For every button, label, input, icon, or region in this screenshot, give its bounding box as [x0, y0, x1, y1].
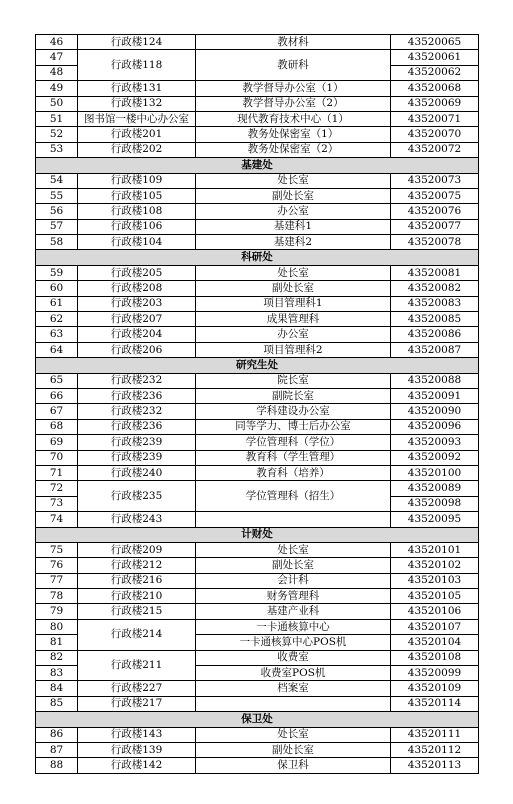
row-number-cell: 68 — [36, 419, 78, 434]
location-cell: 行政楼207 — [78, 312, 196, 327]
row-number-cell: 69 — [36, 435, 78, 450]
department-cell: 会计科 — [196, 573, 391, 588]
row-number-cell: 76 — [36, 558, 78, 573]
location-cell: 行政楼203 — [78, 296, 196, 311]
phone-number-cell: 43520096 — [391, 419, 479, 434]
row-number-cell: 57 — [36, 219, 78, 234]
table-row — [36, 127, 479, 142]
row-number-cell: 66 — [36, 388, 78, 403]
phone-number-cell: 43520070 — [391, 127, 479, 142]
location-cell: 行政楼206 — [78, 342, 196, 357]
table-row — [36, 465, 479, 480]
table-row — [36, 619, 479, 634]
phone-number-cell: 43520065 — [391, 35, 479, 50]
phone-number-cell: 43520087 — [391, 342, 479, 357]
phone-number-cell: 43520081 — [391, 265, 479, 280]
department-cell: 处长室 — [196, 727, 391, 742]
table-row — [36, 373, 479, 388]
phone-number-cell: 43520091 — [391, 388, 479, 403]
row-number-cell: 67 — [36, 404, 78, 419]
phone-number-cell: 43520107 — [391, 619, 479, 634]
section-title: 科研处 — [36, 250, 479, 265]
row-number-cell: 77 — [36, 573, 78, 588]
table-row — [36, 35, 479, 50]
table-row — [36, 558, 479, 573]
department-cell: 教务处保密室（1） — [196, 127, 391, 142]
row-number-cell: 60 — [36, 281, 78, 296]
department-cell: 基建科1 — [196, 219, 391, 234]
phone-number-cell: 43520069 — [391, 96, 479, 111]
table-row — [36, 650, 479, 665]
table-row — [36, 327, 479, 342]
phone-number-cell: 43520093 — [391, 435, 479, 450]
table-row — [36, 342, 479, 357]
row-number-cell: 51 — [36, 111, 78, 126]
table-row — [36, 419, 479, 434]
location-cell: 行政楼108 — [78, 204, 196, 219]
department-cell: 副处长室 — [196, 188, 391, 203]
department-cell: 保卫科 — [196, 758, 391, 773]
row-number-cell: 46 — [36, 35, 78, 50]
phone-number-cell: 43520104 — [391, 635, 479, 650]
row-number-cell: 78 — [36, 589, 78, 604]
section-title: 基建处 — [36, 158, 479, 173]
location-cell: 行政楼215 — [78, 604, 196, 619]
table-row — [36, 450, 479, 465]
section-title: 研究生处 — [36, 358, 479, 373]
table-row — [36, 742, 479, 757]
row-number-cell: 81 — [36, 635, 78, 650]
department-cell: 项目管理科1 — [196, 296, 391, 311]
location-cell: 图书馆一楼中心办公室 — [78, 111, 196, 126]
department-cell: 处长室 — [196, 542, 391, 557]
row-number-cell: 87 — [36, 742, 78, 757]
phone-number-cell: 43520071 — [391, 111, 479, 126]
department-cell: 副院长室 — [196, 388, 391, 403]
department-cell: 收费室 — [196, 650, 391, 665]
phone-number-cell: 43520078 — [391, 235, 479, 250]
phone-number-cell: 43520108 — [391, 650, 479, 665]
phone-number-cell: 43520090 — [391, 404, 479, 419]
department-cell — [196, 512, 391, 527]
row-number-cell: 86 — [36, 727, 78, 742]
row-number-cell: 52 — [36, 127, 78, 142]
location-cell: 行政楼236 — [78, 419, 196, 434]
location-cell: 行政楼202 — [78, 142, 196, 157]
phone-number-cell: 43520092 — [391, 450, 479, 465]
department-cell: 教学督导办公室（1） — [196, 81, 391, 96]
section-header-row — [36, 358, 479, 373]
location-cell: 行政楼205 — [78, 265, 196, 280]
phone-number-cell: 43520102 — [391, 558, 479, 573]
location-cell: 行政楼239 — [78, 450, 196, 465]
department-cell: 基建产业科 — [196, 604, 391, 619]
phone-number-cell: 43520061 — [391, 50, 479, 65]
location-cell: 行政楼236 — [78, 388, 196, 403]
row-number-cell: 83 — [36, 666, 78, 681]
row-number-cell: 58 — [36, 235, 78, 250]
department-cell: 副处长室 — [196, 742, 391, 757]
phone-number-cell: 43520100 — [391, 465, 479, 480]
table-row — [36, 435, 479, 450]
phone-number-cell: 43520073 — [391, 173, 479, 188]
location-cell: 行政楼212 — [78, 558, 196, 573]
department-cell: 同等学力、博士后办公室 — [196, 419, 391, 434]
row-number-cell: 61 — [36, 296, 78, 311]
phone-number-cell: 43520068 — [391, 81, 479, 96]
row-number-cell: 72 — [36, 481, 78, 496]
phone-number-cell: 43520103 — [391, 573, 479, 588]
location-cell: 行政楼232 — [78, 404, 196, 419]
table-row — [36, 604, 479, 619]
location-cell: 行政楼239 — [78, 435, 196, 450]
location-cell: 行政楼143 — [78, 727, 196, 742]
location-cell: 行政楼240 — [78, 465, 196, 480]
phone-number-cell: 43520111 — [391, 727, 479, 742]
department-cell: 教育科（培养） — [196, 465, 391, 480]
row-number-cell: 55 — [36, 188, 78, 203]
table-row — [36, 96, 479, 111]
department-cell: 副处长室 — [196, 558, 391, 573]
phone-number-cell: 43520112 — [391, 742, 479, 757]
location-cell: 行政楼208 — [78, 281, 196, 296]
department-cell: 教学督导办公室（2） — [196, 96, 391, 111]
row-number-cell: 73 — [36, 496, 78, 511]
row-number-cell: 49 — [36, 81, 78, 96]
department-cell: 一卡通核算中心 — [196, 619, 391, 634]
department-cell: 办公室 — [196, 327, 391, 342]
table-row — [36, 758, 479, 773]
section-header-row — [36, 712, 479, 727]
table-row — [36, 281, 479, 296]
department-cell: 财务管理科 — [196, 589, 391, 604]
table-row — [36, 542, 479, 557]
row-number-cell: 64 — [36, 342, 78, 357]
row-number-cell: 82 — [36, 650, 78, 665]
table-row — [36, 219, 479, 234]
section-header-row — [36, 250, 479, 265]
table-row — [36, 81, 479, 96]
table-row — [36, 589, 479, 604]
department-cell: 教材科 — [196, 35, 391, 50]
phone-number-cell: 43520106 — [391, 604, 479, 619]
row-number-cell: 84 — [36, 681, 78, 696]
phone-number-cell: 43520105 — [391, 589, 479, 604]
location-cell: 行政楼201 — [78, 127, 196, 142]
department-cell — [196, 696, 391, 711]
phone-number-cell: 43520072 — [391, 142, 479, 157]
table-row — [36, 312, 479, 327]
department-cell: 档案室 — [196, 681, 391, 696]
row-number-cell: 85 — [36, 696, 78, 711]
row-number-cell: 70 — [36, 450, 78, 465]
department-cell: 成果管理科 — [196, 312, 391, 327]
row-number-cell: 74 — [36, 512, 78, 527]
table-row — [36, 50, 479, 65]
phone-number-cell: 43520077 — [391, 219, 479, 234]
location-cell: 行政楼232 — [78, 373, 196, 388]
table-row — [36, 111, 479, 126]
department-cell: 基建科2 — [196, 235, 391, 250]
table-row — [36, 142, 479, 157]
row-number-cell: 47 — [36, 50, 78, 65]
department-cell: 学位管理科（学位） — [196, 435, 391, 450]
section-title: 保卫处 — [36, 712, 479, 727]
department-cell: 收费室POS机 — [196, 666, 391, 681]
table-row — [36, 573, 479, 588]
section-header-row — [36, 527, 479, 542]
location-cell: 行政楼118 — [78, 50, 196, 81]
location-cell: 行政楼142 — [78, 758, 196, 773]
location-cell: 行政楼243 — [78, 512, 196, 527]
department-cell: 处长室 — [196, 173, 391, 188]
department-cell: 学位管理科（招生） — [196, 481, 391, 512]
row-number-cell: 88 — [36, 758, 78, 773]
row-number-cell: 65 — [36, 373, 78, 388]
table-row — [36, 681, 479, 696]
department-cell: 学科建设办公室 — [196, 404, 391, 419]
phone-number-cell: 43520083 — [391, 296, 479, 311]
row-number-cell: 75 — [36, 542, 78, 557]
table-row — [36, 512, 479, 527]
department-cell: 项目管理科2 — [196, 342, 391, 357]
phone-number-cell: 43520088 — [391, 373, 479, 388]
table-row — [36, 388, 479, 403]
location-cell: 行政楼132 — [78, 96, 196, 111]
row-number-cell: 56 — [36, 204, 78, 219]
table-row — [36, 204, 479, 219]
row-number-cell: 80 — [36, 619, 78, 634]
row-number-cell: 50 — [36, 96, 78, 111]
row-number-cell: 54 — [36, 173, 78, 188]
phone-number-cell: 43520076 — [391, 204, 479, 219]
location-cell: 行政楼139 — [78, 742, 196, 757]
location-cell: 行政楼227 — [78, 681, 196, 696]
department-cell: 教研科 — [196, 50, 391, 81]
department-cell: 副处长室 — [196, 281, 391, 296]
location-cell: 行政楼104 — [78, 235, 196, 250]
department-cell: 教务处保密室（2） — [196, 142, 391, 157]
phone-number-cell: 43520075 — [391, 188, 479, 203]
section-title: 计财处 — [36, 527, 479, 542]
location-cell: 行政楼235 — [78, 481, 196, 512]
table-row — [36, 696, 479, 711]
table-row — [36, 265, 479, 280]
location-cell: 行政楼109 — [78, 173, 196, 188]
location-cell: 行政楼124 — [78, 35, 196, 50]
table-row — [36, 296, 479, 311]
phone-number-cell: 43520086 — [391, 327, 479, 342]
phone-number-cell: 43520109 — [391, 681, 479, 696]
location-cell: 行政楼209 — [78, 542, 196, 557]
table-row — [36, 235, 479, 250]
phone-number-cell: 43520095 — [391, 512, 479, 527]
location-cell: 行政楼216 — [78, 573, 196, 588]
location-cell: 行政楼210 — [78, 589, 196, 604]
phone-number-cell: 43520085 — [391, 312, 479, 327]
location-cell: 行政楼131 — [78, 81, 196, 96]
location-cell: 行政楼214 — [78, 619, 196, 650]
location-cell: 行政楼204 — [78, 327, 196, 342]
row-number-cell: 59 — [36, 265, 78, 280]
department-cell: 办公室 — [196, 204, 391, 219]
phone-number-cell: 43520114 — [391, 696, 479, 711]
phone-number-cell: 43520089 — [391, 481, 479, 496]
section-header-row — [36, 158, 479, 173]
row-number-cell: 48 — [36, 65, 78, 80]
department-cell: 一卡通核算中心POS机 — [196, 635, 391, 650]
row-number-cell: 62 — [36, 312, 78, 327]
table-row — [36, 727, 479, 742]
department-cell: 处长室 — [196, 265, 391, 280]
phone-directory-table — [35, 34, 479, 774]
phone-number-cell: 43520062 — [391, 65, 479, 80]
phone-number-cell: 43520099 — [391, 666, 479, 681]
department-cell: 现代教育技术中心（1） — [196, 111, 391, 126]
location-cell: 行政楼105 — [78, 188, 196, 203]
table-row — [36, 173, 479, 188]
phone-number-cell: 43520113 — [391, 758, 479, 773]
table-row — [36, 404, 479, 419]
phone-number-cell: 43520101 — [391, 542, 479, 557]
row-number-cell: 71 — [36, 465, 78, 480]
row-number-cell: 63 — [36, 327, 78, 342]
department-cell: 教育科（学生管理） — [196, 450, 391, 465]
row-number-cell: 79 — [36, 604, 78, 619]
table-row — [36, 188, 479, 203]
location-cell: 行政楼217 — [78, 696, 196, 711]
table-row — [36, 481, 479, 496]
location-cell: 行政楼211 — [78, 650, 196, 681]
row-number-cell: 53 — [36, 142, 78, 157]
phone-number-cell: 43520098 — [391, 496, 479, 511]
location-cell: 行政楼106 — [78, 219, 196, 234]
department-cell: 院长室 — [196, 373, 391, 388]
phone-number-cell: 43520082 — [391, 281, 479, 296]
table-body — [36, 35, 479, 774]
